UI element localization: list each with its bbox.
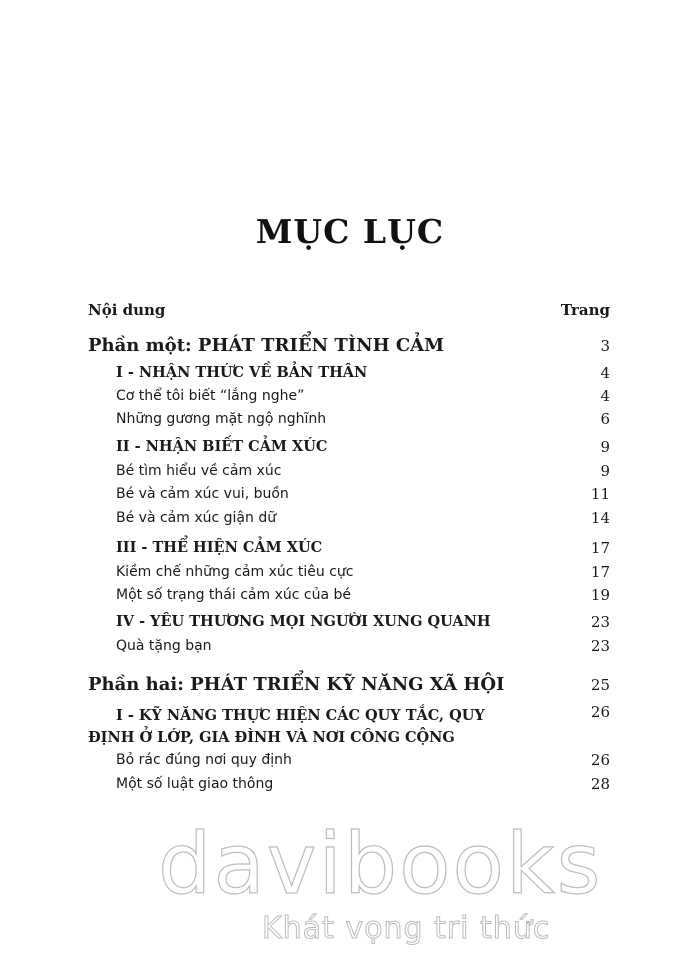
page-title: MỤC LỤC <box>255 212 445 251</box>
toc-page-number: 17 <box>590 563 610 581</box>
toc-item[interactable] <box>0 588 700 612</box>
toc-page-number: 14 <box>590 509 610 527</box>
toc-page-number: 23 <box>590 637 610 655</box>
watermark-logo: davibooks <box>158 815 603 913</box>
toc-page-number: 6 <box>600 410 610 428</box>
toc-item-title: Bé và cảm xúc giận dữ <box>116 510 277 526</box>
toc-item-title: Những gương mặt ngộ nghĩnh <box>116 411 327 427</box>
toc-section-title: III - THỂ HIỆN CẢM XÚC <box>116 539 323 556</box>
toc-item-title: Một số trạng thái cảm xúc của bé <box>116 587 351 603</box>
toc-section-title: I - KỸ NĂNG THỰC HIỆN CÁC QUY TẮC, QUY ĐỊNH Ở LỚP, GIA ĐÌNH VÀ NƠI CÔNG CỘNG <box>88 707 485 746</box>
toc-page-number: 19 <box>590 586 610 604</box>
toc-section-title: IV - YÊU THƯƠNG MỌI NGƯỜI XUNG QUANH <box>116 613 491 630</box>
toc-item[interactable] <box>0 777 700 801</box>
toc-page-number: 26 <box>590 751 610 769</box>
toc-item-title: Cơ thể tôi biết “lắng nghe” <box>116 388 305 404</box>
page-column-label: Trang <box>560 301 610 319</box>
toc-item[interactable] <box>0 412 700 436</box>
toc-page-number: 17 <box>590 539 610 557</box>
toc-page-number: 25 <box>590 676 610 694</box>
toc-section[interactable] <box>0 541 700 565</box>
toc-part-title: Phần một: PHÁT TRIỂN TÌNH CẢM <box>88 335 445 356</box>
toc-page-number: 9 <box>600 462 610 480</box>
toc-item-title: Quà tặng bạn <box>116 638 212 654</box>
toc-header <box>0 303 700 327</box>
toc-item-title: Bé và cảm xúc vui, buồn <box>116 486 289 502</box>
toc-section[interactable] <box>0 705 700 751</box>
content-column-label: Nội dung <box>88 301 166 319</box>
toc-page-number: 26 <box>590 703 610 721</box>
toc-page-number: 4 <box>600 387 610 405</box>
toc-item-title: Bỏ rác đúng nơi quy định <box>116 752 292 768</box>
toc-section-title: I - NHẬN THỨC VỀ BẢN THÂN <box>116 364 368 381</box>
toc-item[interactable] <box>0 639 700 663</box>
toc-page-number: 9 <box>600 438 610 456</box>
toc-item[interactable] <box>0 389 700 413</box>
toc-page-number: 28 <box>590 775 610 793</box>
toc-item-title: Kiềm chế những cảm xúc tiêu cực <box>116 564 354 580</box>
toc-section[interactable] <box>0 615 700 639</box>
toc-page-number: 23 <box>590 613 610 631</box>
watermark-slogan: Khát vọng tri thức <box>262 911 551 946</box>
toc-part-2[interactable] <box>0 676 700 700</box>
toc-part-title: Phần hai: PHÁT TRIỂN KỸ NĂNG XÃ HỘI <box>88 674 505 695</box>
toc-section[interactable] <box>0 366 700 390</box>
toc-item[interactable] <box>0 487 700 511</box>
toc-section[interactable] <box>0 440 700 464</box>
toc-page-number: 4 <box>600 364 610 382</box>
toc-page-number: 3 <box>600 337 610 355</box>
toc-part-1[interactable] <box>0 337 700 361</box>
toc-item-title: Bé tìm hiểu về cảm xúc <box>116 463 282 479</box>
toc-item[interactable] <box>0 511 700 535</box>
toc-section-title: II - NHẬN BIẾT CẢM XÚC <box>116 438 328 455</box>
toc-page-number: 11 <box>590 485 610 503</box>
toc-item-title: Một số luật giao thông <box>116 776 274 792</box>
toc-item[interactable] <box>0 753 700 777</box>
